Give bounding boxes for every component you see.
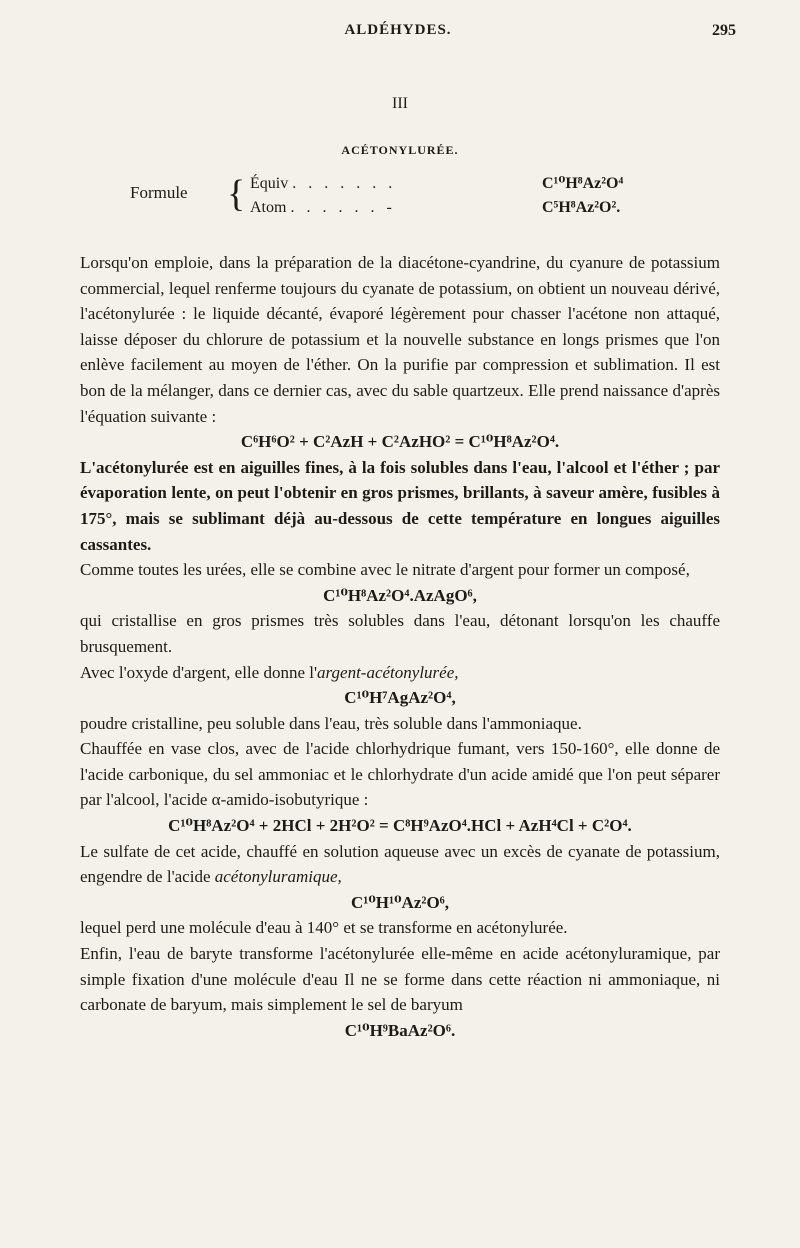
- paragraph: poudre cristalline, peu soluble dans l'eau, très soluble dans l'ammoniaque.: [80, 713, 582, 733]
- paragraph: L'acétonylurée est en aiguilles fines, à la fois solubles dans l'eau, l'alcool et l'éther ; par évaporation lente, on peut l'obtenir en gros prismes, brillants, à saveur amère, fusibles à 175°, mais se sublimant déjà au-dessous de cette température en longues aiguilles cassantes.: [80, 457, 720, 554]
- formula-row-atom: [250, 196, 690, 220]
- formula-label: Formule: [130, 183, 188, 202]
- equation: C¹⁰H¹⁰Az²O⁶,: [350, 892, 450, 912]
- formula-row-name: Équiv: [250, 175, 289, 192]
- paragraph: [80, 839, 720, 890]
- italic-term: argent-acétonylurée,: [317, 662, 459, 682]
- running-title: ALDÉHYDES.: [344, 22, 452, 38]
- formula-row-equiv: [250, 172, 690, 196]
- paragraph-text: Avec l'oxyde d'argent, elle donne l': [80, 662, 318, 682]
- page-header: [60, 22, 736, 46]
- section-number: III: [392, 95, 408, 112]
- paragraph-text: Le sulfate de cet acide, chauffé en solution aqueuse avec un excès de cyanate de potassium, engendre de l'acide: [80, 841, 720, 887]
- equation: C¹⁰H⁷AgAz²O⁴,: [344, 688, 456, 708]
- formula-row-name: Atom: [250, 199, 287, 216]
- equation: C¹⁰H⁸Az²O⁴.AzAgO⁶,: [323, 585, 477, 605]
- equation: C⁶H⁶O² + C²AzH + C²AzHO² = C¹⁰H⁸Az²O⁴.: [240, 432, 560, 452]
- italic-term: acétonyluramique,: [214, 867, 342, 887]
- paragraph: Comme toutes les urées, elle se combine avec le nitrate d'argent pour former un composé,: [80, 560, 690, 580]
- equation: C¹⁰H⁹BaAz²O⁶.: [344, 1020, 456, 1040]
- formula-row-dots: . . . . . . -: [290, 199, 396, 216]
- formula-row-dots: . . . . . . .: [292, 175, 397, 192]
- paragraph: Lorsqu'on emploie, dans la préparation de la diacétone-cyandrine, du cyanure de potassium commercial, lequel renferme toujours du cyanate de potassium, on obtient un nouveau dérivé, l'acétonylurée : le liquide décanté, évaporé légèrement pour chasser l'acétone non attaqué, laisse déposer du chlorure de potassium et la nouvelle substance en longs prismes que l'on enlève facilement au moyen de l'éther. On la purifie par compression et sublimation. Il est bon de la mélanger, dans ce dernier cas, avec du sable quartzeux. Elle prend naissance d'après l'équation suivante :: [80, 253, 720, 426]
- equation: C¹⁰H⁸Az²O⁴ + 2HCl + 2H²O² = C⁸H⁹AzO⁴.HCl + AzH⁴Cl + C²O⁴.: [168, 816, 632, 836]
- formula-block: [130, 170, 690, 222]
- formula-row-value: C⁵H⁸Az²O².: [542, 199, 621, 216]
- paragraph: lequel perd une molécule d'eau à 140° et se transforme en acétonylurée.: [80, 918, 568, 938]
- paragraph: Chauffée en vase clos, avec de l'acide chlorhydrique fumant, vers 150-160°, elle donne de l'acide carbonique, du sel ammoniac et le chlorhydrate d'un acide amidé que l'on peut séparer par l'alcool, l'acide α-amido-isobutyrique :: [80, 739, 720, 810]
- paragraph: qui cristallise en gros prismes très solubles dans l'eau, détonant lorsqu'on les chauffe brusquement.: [80, 611, 720, 656]
- page-number: 295: [712, 22, 736, 39]
- brace-glyph: {: [227, 173, 246, 215]
- section-title: ACÉTONYLURÉE.: [341, 143, 459, 157]
- body-text: [80, 250, 720, 1043]
- paragraph: [80, 660, 720, 686]
- formula-row-value: C¹⁰H⁸Az²O⁴: [542, 175, 624, 192]
- paragraph: Enfin, l'eau de baryte transforme l'acétonylurée elle-même en acide acétonyluramique, par simple fixation d'une molécule d'eau Il ne se forme dans cette réaction ni ammoniaque, ni carbonate de baryum, mais simplement le sel de baryum: [80, 944, 720, 1015]
